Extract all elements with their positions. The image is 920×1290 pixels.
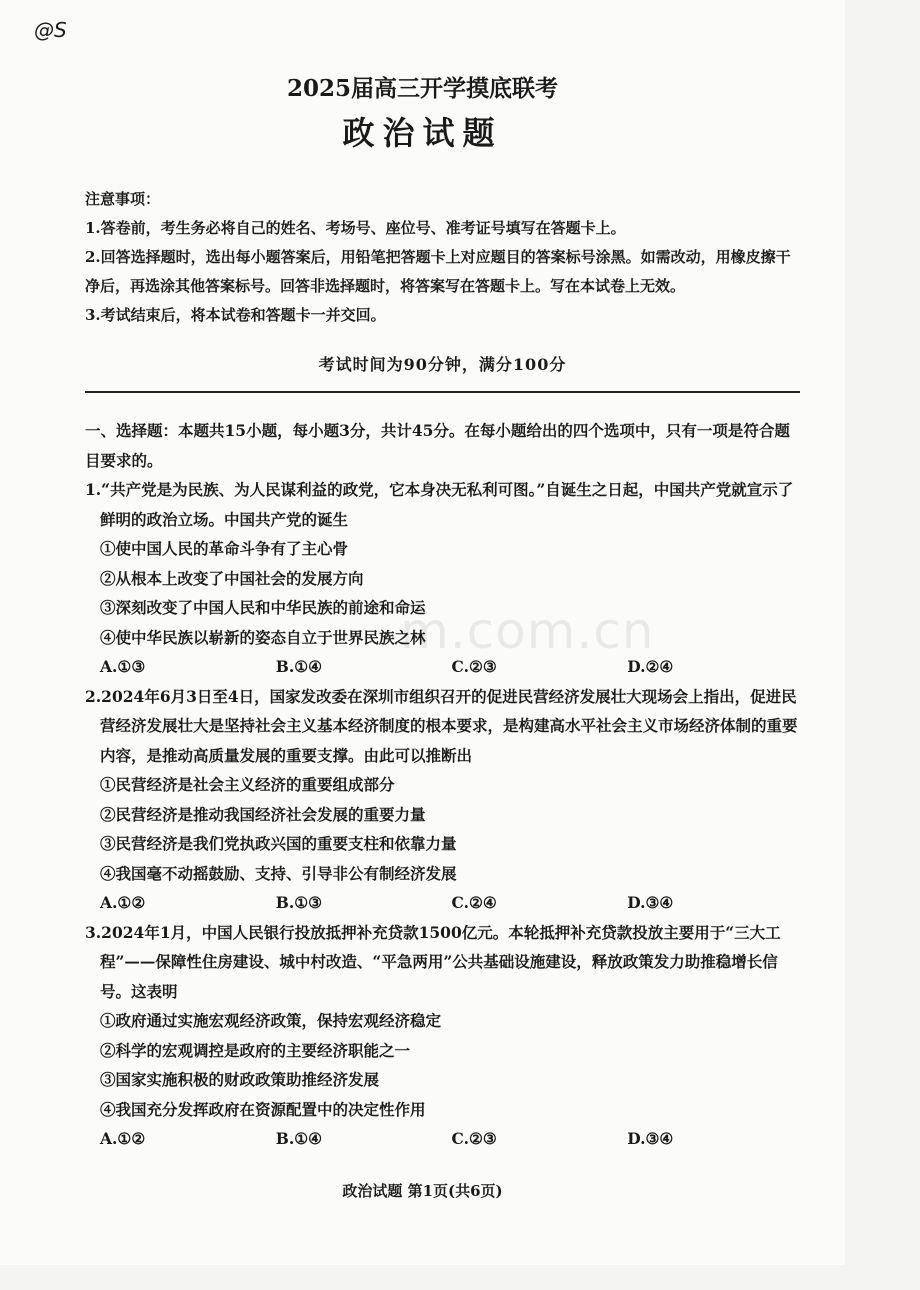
option-a: A.①② [100,1129,146,1148]
question-item: ②民营经济是推动我国经济社会发展的重要力量 [100,804,426,824]
option-c: C.②④ [451,893,497,912]
notice-block [85,185,805,330]
option-c: C.②③ [451,657,497,676]
question-item: ③国家实施积极的财政政策助推经济发展 [100,1070,380,1089]
option-b: B.①④ [275,1129,323,1148]
section-heading: 一、选择题：本题共15小题，每小题3分，共计45分。在每小题给出的四个选项中，只有一项是符合题目要求的。 [85,421,790,470]
option-a: A.①③ [100,657,146,676]
page-footer: 政治试题 第1页(共6页) [342,1182,503,1200]
answer-options [85,888,803,918]
answer-options [85,652,803,682]
corner-mark: @S [34,18,67,42]
option-d: D.③④ [627,893,674,912]
option-d: D.③④ [627,1129,674,1148]
option-c: C.②③ [451,1129,497,1148]
option-b: B.①④ [275,657,323,676]
question-stem: 3.2024年1月，中国人民银行投放抵押补充贷款1500亿元。本轮抵押补充贷款投放主要用于“三大工程”——保障性住房建设、城中村改造、“平急两用”公共基础设施建设，释放政策发力助推稳增长信号。这表明 [85,922,781,1001]
question-item: ②从根本上改变了中国社会的发展方向 [100,568,364,588]
notice-heading: 注意事项： [85,190,161,208]
question-1 [85,475,803,682]
notice-item: 2.回答选择题时，选出每小题答案后，用铅笔把答题卡上对应题目的答案标号涂黑。如需改动，用橡皮擦干净后，再选涂其他答案标号。回答非选择题时，将答案写在答题卡上。写在本试卷上无效。 [85,248,791,295]
question-3 [85,918,803,1154]
watermark: m.com.cn [400,602,655,660]
question-item: ①民营经济是社会主义经济的重要组成部分 [100,775,395,794]
notice-item: 3.考试结束后，将本试卷和答题卡一并交回。 [85,306,386,324]
question-stem: 1.“共产党是为民族、为人民谋利益的政党，它本身决无私利可图。”自诞生之日起，中国共产党就宣示了鲜明的政治立场。中国共产党的诞生 [85,480,794,529]
option-a: A.①② [100,893,146,912]
option-d: D.②④ [627,657,674,676]
divider [85,391,800,393]
question-stem: 2.2024年6月3日至4日，国家发改委在深圳市组织召开的促进民营经济发展壮大现场会上指出，促进民营经济发展壮大是坚持社会主义基本经济制度的根本要求，是构建高水平社会主义市场经济体制的重要内容，是推动高质量发展的重要支撑。由此可以推断出 [85,686,798,765]
question-item: ④我国毫不动摇鼓励、支持、引导非公有制经济发展 [100,863,457,883]
answer-options [85,1124,803,1154]
questions-section [85,416,803,1154]
subject-title: 政治试题 [342,114,503,152]
question-item: ④我国充分发挥政府在资源配置中的决定性作用 [100,1099,426,1119]
question-2 [85,682,803,918]
notice-item: 1.答卷前，考生务必将自己的姓名、考场号、座位号、准考证号填写在答题卡上。 [85,219,626,237]
question-item: ③深刻改变了中国人民和中华民族的前途和命运 [100,598,426,617]
exam-name: 2025届高三开学摸底联考 [286,75,558,102]
option-b: B.①③ [275,893,323,912]
question-item: ②科学的宏观调控是政府的主要经济职能之一 [100,1040,411,1060]
question-item: ④使中华民族以崭新的姿态自立于世界民族之林 [100,627,426,647]
question-item: ③民营经济是我们党执政兴国的重要支柱和依靠力量 [100,834,457,853]
question-item: ①政府通过实施宏观经济政策，保持宏观经济稳定 [100,1011,442,1030]
question-item: ①使中国人民的革命斗争有了主心骨 [100,539,349,558]
exam-time: 考试时间为90分钟，满分100分 [318,355,567,374]
